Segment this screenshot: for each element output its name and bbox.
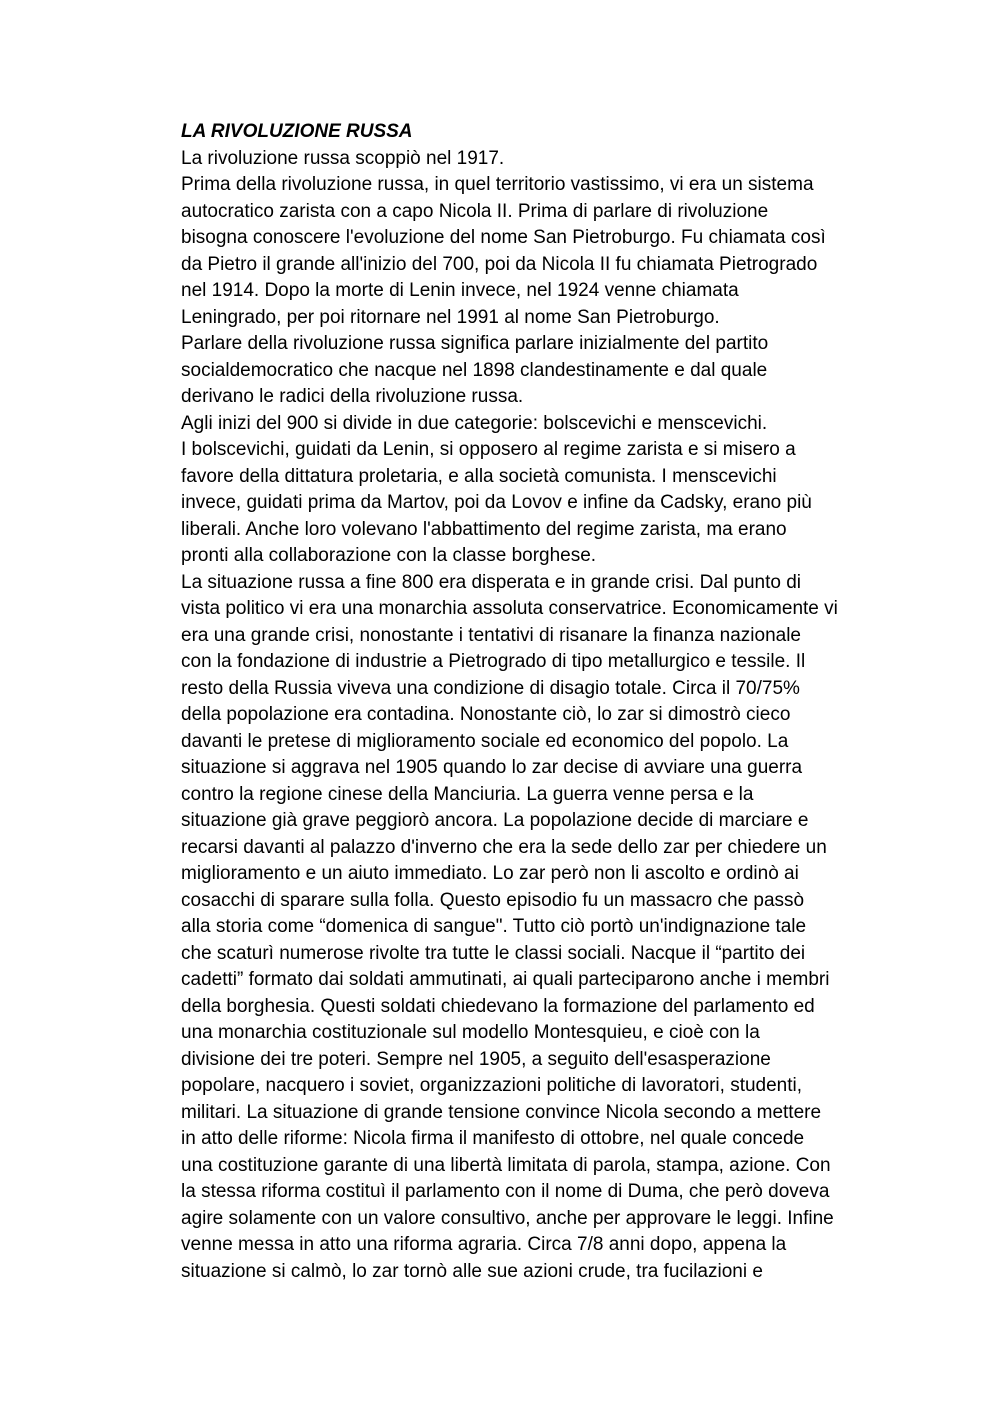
text-line: recarsi davanti al palazzo d'inverno che era la sede dello zar per chiedere un [181,836,827,858]
text-line: popolare, nacquero i soviet, organizzazioni politiche di lavoratori, studenti, [181,1075,803,1096]
text-line: che scaturì numerose rivolte tra tutte le classi sociali. Nacque il “partito dei [181,942,806,964]
text-line: militari. La situazione di grande tensione convince Nicola secondo a mettere [181,1101,822,1123]
text-line: cadetti” formato dai soldati ammutinati, ai quali parteciparono anche i membri [181,969,830,990]
document-title: LA RIVOLUZIONE RUSSA [181,121,413,142]
text-line: La situazione russa a fine 800 era disperata e in grande crisi. Dal punto di [181,571,801,593]
text-line: situazione si aggrava nel 1905 quando lo zar decise di avviare una guerra [181,757,803,778]
text-line: favore della dittatura proletaria, e alla società comunista. I menscevichi [181,465,777,487]
text-line: era una grande crisi, nonostante i tentativi di risanare la finanza nazionale [181,624,801,646]
text-line: con la fondazione di industrie a Pietrogrado di tipo metallurgico e tessile. Il [181,651,806,672]
document-page [181,119,901,1285]
text-line: autocratico zarista con a capo Nicola II. Prima di parlare di rivoluzione [181,200,769,222]
text-line: della borghesia. Questi soldati chiedevano la formazione del parlamento ed [181,995,815,1017]
text-line: I bolscevichi, guidati da Lenin, si opposero al regime zarista e si misero a [181,439,796,460]
text-line: venne messa in atto una riforma agraria. Circa 7/8 anni dopo, appena la [181,1234,787,1255]
text-line: La rivoluzione russa scoppiò nel 1917. [181,147,505,169]
text-line: davanti le pretese di miglioramento sociale ed economico del popolo. La [181,730,789,752]
text-line: Prima della rivoluzione russa, in quel territorio vastissimo, vi era un sistema [181,174,814,195]
text-line: derivano le radici della rivoluzione russa. [181,386,524,407]
text-line: da Pietro il grande all'inizio del 700, poi da Nicola II fu chiamata Pietrogrado [181,253,818,275]
text-line: contro la regione cinese della Manciuria. La guerra venne persa e la [181,783,754,805]
text-line: socialdemocratico che nacque nel 1898 clandestinamente e dal quale [181,359,768,381]
text-line: situazione si calmò, lo zar tornò alle sue azioni crude, tra fucilazioni e [181,1260,763,1282]
text-line: agire solamente con un valore consultivo, anche per approvare le leggi. Infine [181,1207,834,1229]
text-line: bisogna conoscere l'evoluzione del nome San Pietroburgo. Fu chiamata così [181,227,826,248]
text-line: vista politico vi era una monarchia assoluta conservatrice. Economicamente vi [181,598,838,619]
text-line: pronti alla collaborazione con la classe borghese. [181,545,597,566]
text-line: Agli inizi del 900 si divide in due categorie: bolscevichi e menscevichi. [181,412,768,434]
text-line: la stessa riforma costituì il parlamento con il nome di Duma, che però doveva [181,1181,830,1202]
text-line: situazione già grave peggiorò ancora. La popolazione decide di marciare e [181,810,809,831]
text-line: divisione dei tre poteri. Sempre nel 1905, a seguito dell'esasperazione [181,1048,771,1070]
text-line: in atto delle riforme: Nicola firma il manifesto di ottobre, nel quale concede [181,1128,805,1149]
text-line: Leningrado, per poi ritornare nel 1991 al nome San Pietroburgo. [181,306,720,328]
text-line: Parlare della rivoluzione russa significa parlare inizialmente del partito [181,333,769,354]
text-line: una costituzione garante di una libertà limitata di parola, stampa, azione. Con [181,1154,831,1176]
text-line: nel 1914. Dopo la morte di Lenin invece, nel 1924 venne chiamata [181,280,739,301]
text-line: alla storia come “domenica di sangue". Tutto ciò portò un'indignazione tale [181,916,807,937]
text-line: una monarchia costituzionale sul modello Montesquieu, e cioè con la [181,1022,760,1043]
text-line: miglioramento e un aiuto immediato. Lo zar però non li ascolto e ordinò ai [181,863,799,884]
text-line: della popolazione era contadina. Nonostante ciò, lo zar si dimostrò cieco [181,704,791,725]
text-line: invece, guidati prima da Martov, poi da Lovov e infine da Cadsky, erano più [181,492,812,513]
text-line: resto della Russia viveva una condizione di disagio totale. Circa il 70/75% [181,677,800,699]
text-line: liberali. Anche loro volevano l'abbattimento del regime zarista, ma erano [181,518,787,540]
text-line: cosacchi di sparare sulla folla. Questo episodio fu un massacro che passò [181,889,805,911]
